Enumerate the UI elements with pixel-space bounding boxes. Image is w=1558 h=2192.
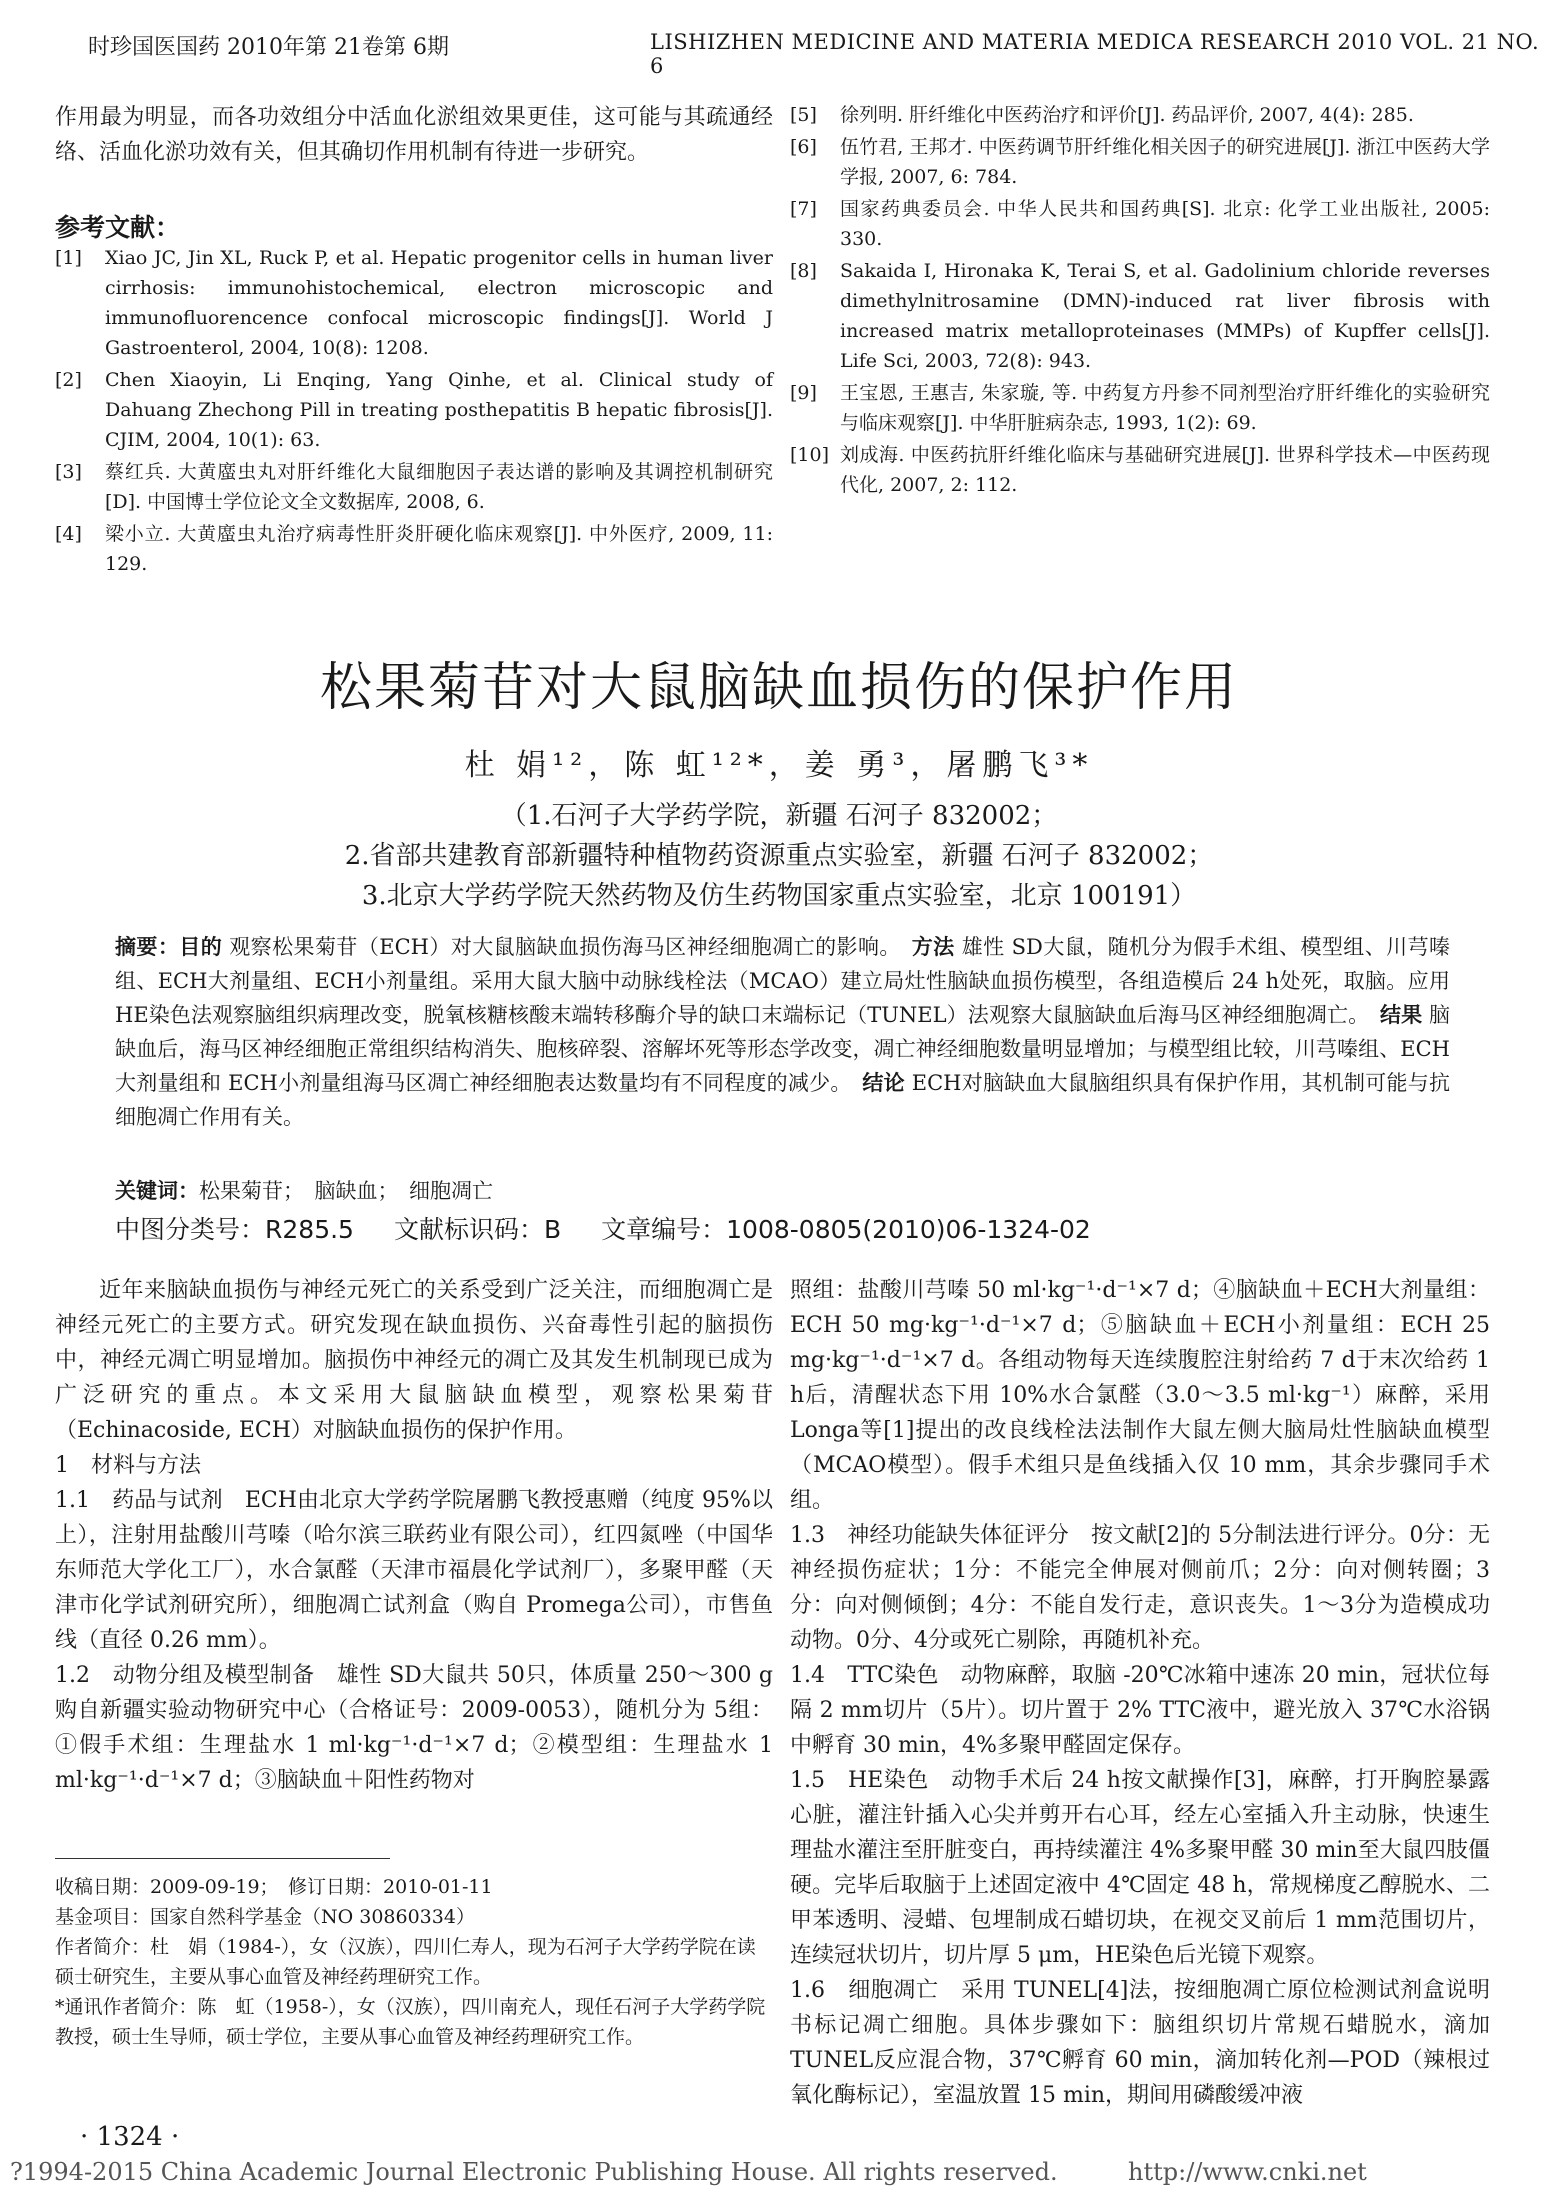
reference-item: [5] 徐列明. 肝纤维化中医药治疗和评价[J]. 药品评价, 2007, 4(4): 285. (790, 104, 1414, 126)
paragraph-1-3: 1.3 神经功能缺失体征评分 按文献[2]的 5分制法进行评分。0分：无神经损伤症状；1分：不能完全伸展对侧前爪；2分：向对侧转圈；3分：向对侧倾倒；4分：不能自发行走，意识丧失。1～3分为造模成功动物。0分、4分或死亡剔除，再随机补充。 (790, 1523, 1490, 1653)
footnote-author: 作者简介：杜 娟（1984-），女（汉族），四川仁寿人，现为石河子大学药学院在读硕士研究生，主要从事心血管及神经药理研究工作。 (55, 1936, 756, 1988)
website-link[interactable]: http://www.cnki.net (1128, 2158, 1367, 2186)
footnote-dates: 收稿日期：2009-09-19； 修订日期：2010-01-11 (55, 1876, 493, 1898)
footnote-divider (55, 1858, 390, 1859)
reference-item: [9] 王宝恩, 王惠吉, 朱家璇, 等. 中药复方丹参不同剂型治疗肝纤维化的实验研究与临床观察[J]. 中华肝脏病杂志, 1993, 1(2): 69. (790, 382, 1490, 434)
affiliation-line: （1.石河子大学药学院，新疆 石河子 832002； (500, 801, 1058, 831)
page-number: · 1324 · (80, 2122, 180, 2152)
footnote-corresponding-author: *通讯作者简介：陈 虹（1958-），女（汉族），四川南充人，现任石河子大学药学院教授，硕士生导师，硕士学位，主要从事心血管及神经药理研究工作。 (55, 1996, 766, 2048)
paragraph-1-4: 1.4 TTC染色 动物麻醉，取脑 -20℃冰箱中速冻 20 min，冠状位每隔 2 mm切片（5片）。切片置于 2% TTC液中，避光放入 37℃水浴锅中孵育 30 min，4%多聚甲醛固定保存。 (790, 1663, 1490, 1758)
doc-code-field: 文献标识码：B (393, 1215, 562, 1244)
purpose-label: 目的 (179, 935, 223, 959)
paragraph-1-6: 1.6 细胞凋亡 采用 TUNEL[4]法，按细胞凋亡原位检测试剂盒说明书标记凋亡细胞。具体步骤如下：脑组织切片常规石蜡脱水，滴加 TUNEL反应混合物，37℃孵育 60 min，滴加转化剂—POD（辣根过氧化酶标记），室温放置 15 min，期间用磷酸缓冲液 (790, 1978, 1490, 2108)
section-heading: 1 材料与方法 (55, 1453, 201, 1478)
method-label: 方法 (911, 935, 955, 959)
article-number-field: 文章编号：1008-0805(2010)06-1324-02 (601, 1215, 1091, 1244)
keywords (115, 1175, 493, 1205)
references-right-column (790, 100, 1490, 502)
method-text: 雄性 SD大鼠，随机分为假手术组、模型组、川芎嗪组、ECH大剂量组、ECH小剂量组。采用大鼠大脑中动脉线栓法（MCAO）建立局灶性脑缺血损伤模型，各组造模后 24 h处死，取脑。应用 HE染色法观察脑组织病理改变，脱氧核糖核酸末端转移酶介导的缺口末端标记（TUNEL）法观察大鼠脑缺血后海马区神经细胞凋亡。 (115, 935, 1451, 1027)
purpose-text: 观察松果菊苷（ECH）对大鼠脑缺血损伤海马区神经细胞凋亡的影响。 (222, 935, 891, 959)
previous-article-text: 作用最为明显，而各功效组分中活血化淤组效果更佳，这可能与其疏通经络、活血化淤功效有关，但其确切作用机制有待进一步研究。 (55, 105, 773, 165)
running-header-english: LISHIZHEN MEDICINE AND MATERIA MEDICA RESEARCH 2010 VOL. 21 NO. 6 (650, 30, 1540, 78)
footnote-funding: 基金项目：国家自然科学基金（NO 30860334） (55, 1906, 475, 1928)
affiliation-line: 2.省部共建教育部新疆特种植物药资源重点实验室，新疆 石河子 832002； (344, 841, 1214, 871)
references-title: 参考文献： (55, 213, 181, 242)
keywords-label: 关键词： (115, 1179, 199, 1203)
result-label: 结果 (1379, 1003, 1423, 1027)
article-title: 松果菊苷对大鼠脑缺血损伤的保护作用 (319, 658, 1238, 718)
clc-field: 中图分类号：R285.5 (115, 1215, 354, 1244)
reference-item: [7] 国家药典委员会. 中华人民共和国药典[S]. 北京: 化学工业出版社, 2005: 330. (790, 198, 1490, 250)
reference-item: [3] 蔡红兵. 大黄䗪虫丸对肝纤维化大鼠细胞因子表达谱的影响及其调控机制研究[D]. 中国博士学位论文全文数据库, 2008, 6. (55, 461, 773, 513)
keywords-text: 松果菊苷； 脑缺血； 细胞凋亡 (199, 1179, 493, 1203)
references-left-column (55, 243, 773, 581)
previous-article-tail (55, 100, 773, 170)
paragraph-1-2-continued: 照组：盐酸川芎嗪 50 ml·kg⁻¹·d⁻¹×7 d；④脑缺血＋ECH大剂量组：ECH 50 mg·kg⁻¹·d⁻¹×7 d；⑤脑缺血＋ECH小剂量组：ECH 25 mg·kg⁻¹·d⁻¹×7 d。各组动物每天连续腹腔注射给药 7 d于末次给药 1 h后，清醒状态下用 10%水合氯醛（3.0～3.5 ml·kg⁻¹）麻醉，采用 Longa等[1]提出的改良线栓法法制作大鼠左侧大脑局灶性脑缺血模型（MCAO模型）。假手术组只是鱼线插入仅 10 mm，其余步骤同手术组。 (790, 1278, 1490, 1513)
reference-item: [1] Xiao JC, Jin XL, Ruck P, et al. Hepatic progenitor cells in human liver cirrhosis: immunohistochemical, electron microscopic and immunofluorencence confocal microscopic findings[J]. World J Gastroenterol, 2004, 10(8): 1208. (55, 247, 773, 359)
intro-paragraph: 近年来脑缺血损伤与神经元死亡的关系受到广泛关注，而细胞凋亡是神经元死亡的主要方式。研究发现在缺血损伤、兴奋毒性引起的脑损伤中，神经元凋亡明显增加。脑损伤中神经元的凋亡及其发生机制现已成为广泛研究的重点。本文采用大鼠脑缺血模型，观察松果菊苷（Echinacoside, ECH）对脑缺血损伤的保护作用。 (55, 1278, 773, 1443)
reference-item: [2] Chen Xiaoyin, Li Enqing, Yang Qinhe, et al. Clinical study of Dahuang Zhechong Pill in treating posthepatitis B hepatic fibrosis[J]. CJIM, 2004, 10(1): 63. (55, 369, 773, 451)
running-header-journal: 时珍国医国药 2010年第 21卷第 6期 (88, 35, 449, 60)
abstract-label: 摘要： (115, 935, 180, 959)
copyright-text: ?1994-2015 China Academic Journal Electronic Publishing House. All rights reserved. (10, 2158, 1058, 2186)
abstract (115, 930, 1450, 1134)
body-right-column (790, 1273, 1490, 2113)
classification-line (115, 1210, 1091, 1246)
reference-item: [8] Sakaida I, Hironaka K, Terai S, et al. Gadolinium chloride reverses dimethylnitrosamine (DMN)-induced rat liver fibrosis with increased matrix metalloproteinases (MMPs) of Kupffer cells[J]. Life Sci, 2003, 72(8): 943. (790, 260, 1490, 372)
paragraph-1-1: 1.1 药品与试剂 ECH由北京大学药学院屠鹏飞教授惠赠（纯度 95%以上），注射用盐酸川芎嗪（哈尔滨三联药业有限公司），红四氮唑（中国华东师范大学化工厂），水合氯醛（天津市福晨化学试剂厂），多聚甲醛（天津市化学试剂研究所），细胞凋亡试剂盒（购自 Promega公司），市售鱼线（直径 0.26 mm）。 (55, 1488, 773, 1653)
paragraph-1-5: 1.5 HE染色 动物手术后 24 h按文献操作[3]，麻醉，打开胸腔暴露心脏，灌注针插入心尖并剪开右心耳，经左心室插入升主动脉，快速生理盐水灌注至肝脏变白，再持续灌注 4%多聚甲醛 30 min至大鼠四肢僵硬。完毕后取脑于上述固定液中 4℃固定 48 h，常规梯度乙醇脱水、二甲苯透明、浸蜡、包埋制成石蜡切块，在视交叉前后 1 mm范围切片，连续冠状切片，切片厚 5 μm，HE染色后光镜下观察。 (790, 1768, 1490, 1968)
conclusion-text: ECH对脑缺血大鼠脑组织具有保护作用，其机制可能与抗细胞凋亡作用有关。 (115, 1071, 1451, 1129)
footnotes (55, 1872, 773, 2052)
body-left-column (55, 1273, 773, 1798)
reference-item: [4] 梁小立. 大黄䗪虫丸治疗病毒性肝炎肝硬化临床观察[J]. 中外医疗, 2009, 11: 129. (55, 523, 773, 575)
affiliation-line: 3.北京大学药学院天然药物及仿生药物国家重点实验室，北京 100191） (361, 881, 1197, 911)
paragraph-1-2: 1.2 动物分组及模型制备 雄性 SD大鼠共 50只，体质量 250～300 g购自新疆实验动物研究中心（合格证号：2009-0053），随机分为 5组：①假手术组：生理盐水 1 ml·kg⁻¹·d⁻¹×7 d；②模型组：生理盐水 1 ml·kg⁻¹·d⁻¹×7 d；③脑缺血＋阳性药物对 (55, 1663, 773, 1793)
result-text: 脑缺血后，海马区神经细胞正常组织结构消失、胞核碎裂、溶解坏死等形态学改变，凋亡神经细胞数量明显增加；与模型组比较，川芎嗪组、ECH大剂量组和 ECH小剂量组海马区凋亡神经细胞表达数量均有不同程度的减少。 (115, 1003, 1451, 1095)
reference-item: [6] 伍竹君, 王邦才. 中医药调节肝纤维化相关因子的研究进展[J]. 浙江中医药大学学报, 2007, 6: 784. (790, 136, 1490, 188)
conclusion-label: 结论 (862, 1071, 905, 1095)
article-authors: 杜 娟¹²，陈 虹¹²*，姜 勇³，屠鹏飞³* (464, 748, 1094, 783)
reference-item: [10] 刘成海. 中医药抗肝纤维化临床与基础研究进展[J]. 世界科学技术—中医药现代化, 2007, 2: 112. (790, 444, 1490, 496)
